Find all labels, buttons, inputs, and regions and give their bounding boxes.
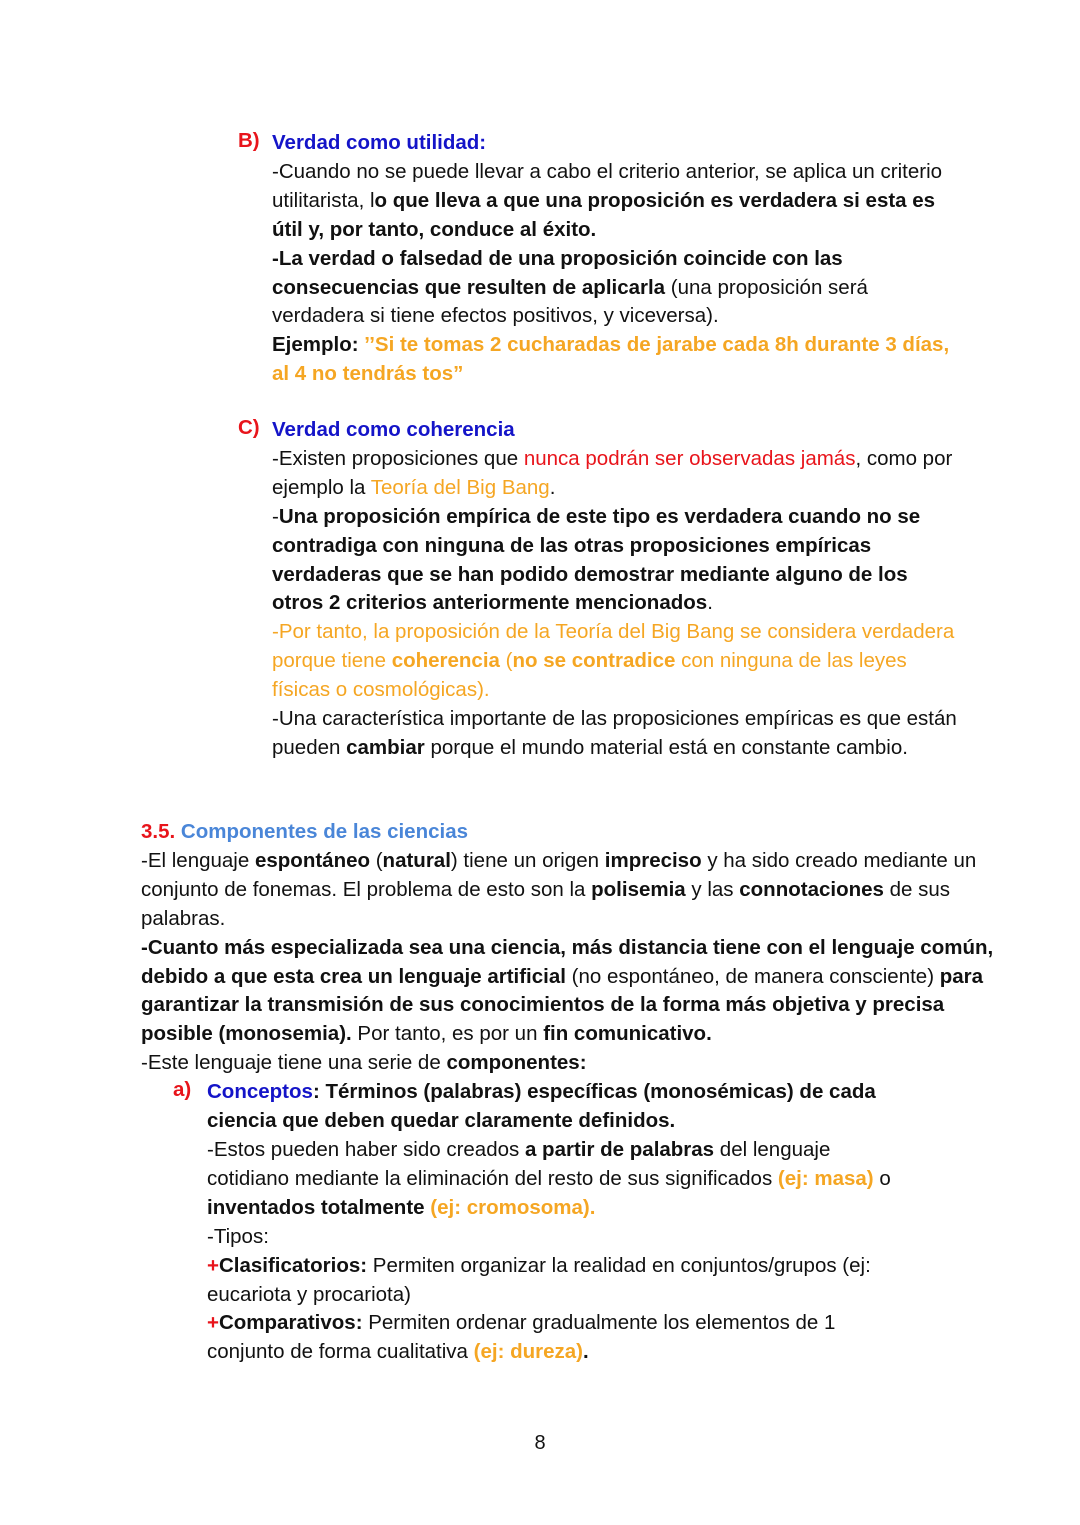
- section-c-paragraph-1: -Existen proposiciones que nunca podrán ser observadas jamás, como por ejemplo la Teoría del Big Bang.: [272, 446, 953, 499]
- page-number: 8: [534, 1432, 546, 1454]
- section-c-marker: C): [238, 416, 260, 439]
- item-a-conceptos: [173, 1078, 1001, 1367]
- item-a-definition: Conceptos: Términos (palabras) específicas (monosémicas) de cada ciencia que deben quedar claramente definidos.: [207, 1080, 876, 1133]
- section-b-example: Ejemplo: ’’Si te tomas 2 cucharadas de jarabe cada 8h durante 3 días, al 4 no tendrás tos”: [272, 333, 950, 386]
- tipo-clasificatorios: +Clasificatorios: Permiten organizar la realidad en conjuntos/grupos (ej: eucariota y procariota): [207, 1253, 871, 1306]
- section-3-5-paragraph-3: -Este lenguaje tiene una serie de componentes:: [141, 1051, 587, 1075]
- section-b-paragraph-2: -La verdad o falsedad de una proposición coincide con las consecuencias que resulten de aplicarla (una proposición será verdadera si tiene efectos positivos, y viceversa).: [272, 246, 868, 328]
- item-a-paragraph-1: -Estos pueden haber sido creados a partir de palabras del lenguaje cotidiano mediante la eliminación del resto de sus significados (ej: masa) o inventados totalmente (ej: cromosoma).: [207, 1137, 891, 1219]
- section-3-5-heading: 3.5. Componentes de las ciencias: [141, 820, 469, 843]
- section-b-marker: B): [238, 129, 260, 152]
- item-a-tipos: -Tipos:: [207, 1224, 269, 1248]
- item-a-marker: a): [173, 1078, 192, 1102]
- section-3-5: [141, 818, 1001, 1367]
- section-c: [238, 416, 998, 763]
- tipo-comparativos: +Comparativos: Permiten ordenar gradualmente los elementos de 1 conjunto de forma cualitativa (ej: dureza).: [207, 1311, 836, 1364]
- section-b-title: Verdad como utilidad:: [272, 131, 487, 154]
- section-3-5-paragraph-1: -El lenguaje espontáneo (natural) tiene un origen impreciso y ha sido creado mediante un conjunto de fonemas. El problema de esto son la polisemia y las connotaciones de sus palabras.: [141, 848, 977, 930]
- section-b-paragraph-1: -Cuando no se puede llevar a cabo el criterio anterior, se aplica un criterio utilitarista, lo que lleva a que una proposición es verdadera si esta es útil y, por tanto, conduce al éxito.: [272, 159, 943, 241]
- section-c-paragraph-4: -Una característica importante de las proposiciones empíricas es que están pueden cambiar porque el mundo material está en constante cambio.: [272, 707, 957, 759]
- section-c-paragraph-2: -Una proposición empírica de este tipo es verdadera cuando no se contradiga con ninguna de las otras proposiciones empíricas verdaderas que se han podido demostrar mediante alguno de los otros 2 criterios anteriormente mencionados.: [272, 504, 921, 615]
- section-c-title: Verdad como coherencia: [272, 418, 515, 441]
- section-b: [238, 129, 998, 389]
- section-c-paragraph-3: -Por tanto, la proposición de la Teoría del Big Bang se considera verdadera porque tiene coherencia (no se contradice con ninguna de las leyes físicas o cosmológicas).: [272, 620, 955, 702]
- section-3-5-paragraph-2: -Cuanto más especializada sea una ciencia, más distancia tiene con el lenguaje común, debido a que esta crea un lenguaje artificial (no espontáneo, de manera consciente) para garantizar la transmisión de sus conocimientos de la forma más objetiva y precisa posible (monosemia). Por tanto, es por un fin comunicativo.: [141, 935, 994, 1046]
